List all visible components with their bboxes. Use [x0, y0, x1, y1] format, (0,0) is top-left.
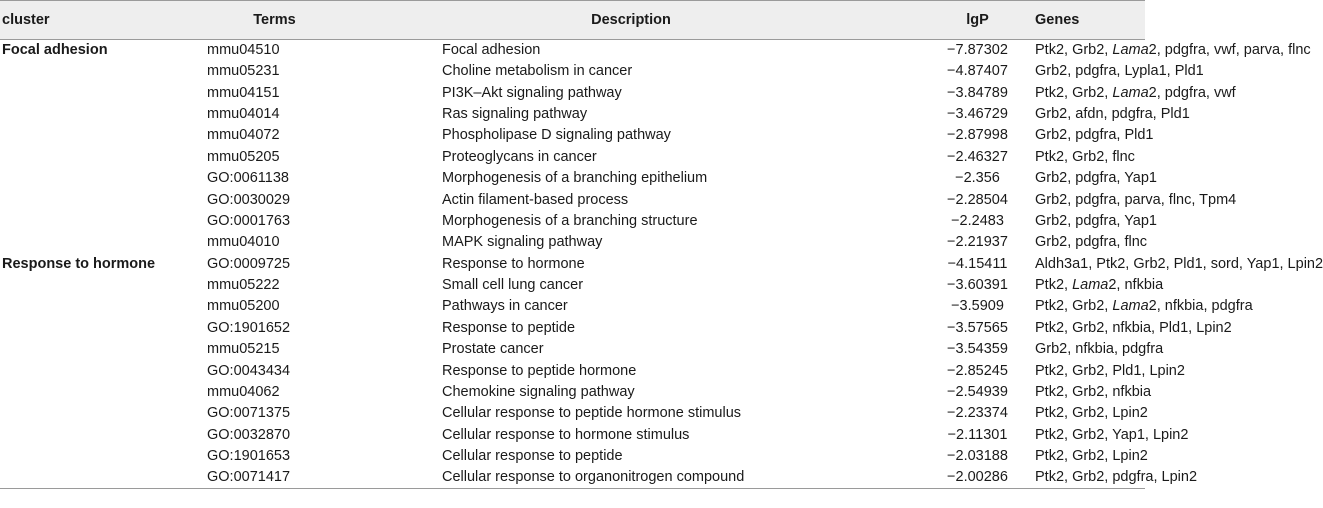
cluster-cell: Response to hormone	[2, 255, 156, 272]
gene-segment: Ptk2, Grb2, pdgfra, Lpin2	[1035, 469, 1198, 486]
gene-segment: Ptk2, Grb2,	[1035, 298, 1113, 315]
gene-italic-segment: Lama	[1112, 42, 1149, 58]
table-row	[0, 360, 1145, 381]
gene-segment: Grb2, afdn, pdgfra, Pld1	[1035, 105, 1190, 122]
lgp-cell: −2.00286	[920, 467, 1035, 489]
gene-segment: Grb2, pdgfra, Pld1	[1035, 127, 1154, 144]
term-cell: GO:0001763	[207, 212, 291, 229]
gene-segment: Ptk2, Grb2, Lpin2	[1035, 448, 1148, 465]
genes-cell	[1035, 168, 1157, 189]
term-cell: mmu04072	[207, 127, 280, 144]
genes-cell	[1035, 40, 1311, 62]
cluster-cell	[0, 318, 207, 339]
lgp-cell: −2.54939	[947, 384, 1008, 401]
cluster-cell	[0, 360, 207, 381]
term-cell: mmu05200	[207, 298, 280, 315]
table-row	[0, 275, 1145, 296]
cluster-cell	[0, 189, 207, 210]
genes-cell	[1035, 467, 1198, 489]
gene-segment: Aldh3a1, Ptk2, Grb2, Pld1, sord, Yap1, Lpin2	[1035, 255, 1323, 272]
table-row	[0, 125, 1145, 146]
header-terms: Terms	[207, 1, 442, 40]
header-lgp: lgP	[920, 1, 1035, 40]
gene-segment: Ptk2, Grb2, nfkbia, Pld1, Lpin2	[1035, 319, 1232, 336]
table-row	[0, 254, 1145, 275]
lgp-cell: −2.21937	[947, 234, 1008, 251]
table-row	[0, 318, 1145, 339]
gene-segment: Grb2, nfkbia, pdgfra	[1035, 341, 1164, 358]
lgp-cell: −2.87998	[947, 127, 1008, 144]
genes-cell	[1035, 339, 1164, 360]
cluster-cell	[0, 211, 207, 232]
cluster-cell	[0, 168, 207, 189]
gene-segment: Ptk2, Grb2, nfkbia	[1035, 384, 1152, 401]
description-cell: Choline metabolism in cancer	[442, 63, 633, 80]
lgp-cell: −3.5909	[951, 298, 1004, 315]
header-genes: Genes	[1035, 1, 1145, 40]
lgp-cell: −7.87302	[947, 42, 1008, 58]
header-cluster: cluster	[0, 1, 207, 40]
lgp-cell: −2.356	[955, 170, 1000, 187]
lgp-cell: −3.84789	[947, 84, 1008, 101]
lgp-cell: −2.2483	[951, 212, 1004, 229]
table-row	[0, 82, 1145, 103]
table-body	[0, 40, 1323, 489]
table-row	[0, 296, 1145, 317]
term-cell: mmu05231	[207, 63, 280, 80]
description-cell: Cellular response to organonitrogen compound	[442, 467, 920, 489]
description-cell: Prostate cancer	[442, 341, 544, 358]
term-cell: GO:0009725	[207, 255, 291, 272]
genes-cell	[1035, 360, 1185, 381]
term-cell: GO:0043434	[207, 362, 291, 379]
description-cell: Response to hormone	[442, 255, 585, 272]
table-row	[0, 339, 1145, 360]
description-cell: Cellular response to hormone stimulus	[442, 426, 690, 443]
genes-cell	[1035, 125, 1154, 146]
description-cell: Proteoglycans in cancer	[442, 148, 597, 165]
description-cell: Response to peptide hormone	[442, 362, 637, 379]
gene-segment: Ptk2,	[1035, 277, 1073, 294]
lgp-cell: −3.54359	[947, 341, 1008, 358]
description-cell: Cellular response to peptide hormone stimulus	[442, 405, 742, 422]
term-cell: mmu04014	[207, 105, 280, 122]
table-row	[0, 425, 1145, 446]
lgp-cell: −4.87407	[947, 63, 1008, 80]
term-cell: mmu04062	[207, 384, 280, 401]
description-cell: Actin filament-based process	[442, 191, 629, 208]
genes-cell	[1035, 189, 1237, 210]
table-row	[0, 104, 1145, 125]
term-cell: GO:0061138	[207, 170, 289, 187]
lgp-cell: −2.23374	[947, 405, 1008, 422]
description-cell: Morphogenesis of a branching epithelium	[442, 170, 708, 187]
table-row	[0, 147, 1145, 168]
cluster-cell	[0, 425, 207, 446]
term-cell: mmu05215	[207, 341, 280, 358]
cluster-cell	[0, 82, 207, 103]
cluster-cell	[0, 467, 207, 489]
description-cell: Cellular response to peptide	[442, 448, 623, 465]
description-cell: Chemokine signaling pathway	[442, 384, 635, 401]
cluster-cell	[0, 403, 207, 424]
table-row	[0, 40, 1145, 62]
gene-segment: Grb2, pdgfra, flnc	[1035, 234, 1148, 251]
cluster-cell	[0, 61, 207, 82]
gene-italic-segment: Lama	[1112, 298, 1149, 315]
genes-cell	[1035, 403, 1148, 424]
genes-cell	[1035, 232, 1148, 253]
lgp-cell: −2.46327	[947, 148, 1008, 165]
cluster-cell	[0, 446, 207, 467]
gene-segment: Ptk2, Grb2, Yap1, Lpin2	[1035, 426, 1189, 443]
gene-segment: 2, nfkbia, pdgfra	[1148, 298, 1253, 315]
lgp-cell: −3.46729	[947, 105, 1008, 122]
description-cell: Ras signaling pathway	[442, 105, 588, 122]
gene-segment: 2, pdgfra, vwf, parva, flnc	[1148, 42, 1311, 58]
cluster-cell	[0, 232, 207, 253]
term-cell: mmu04510	[207, 42, 280, 58]
description-cell: MAPK signaling pathway	[442, 234, 603, 251]
gene-segment: 2, pdgfra, vwf	[1148, 84, 1236, 101]
lgp-cell: −2.28504	[947, 191, 1008, 208]
cluster-cell	[0, 147, 207, 168]
term-cell: GO:0032870	[207, 426, 291, 443]
description-cell: Response to peptide	[442, 319, 576, 336]
gene-segment: Ptk2, Grb2, flnc	[1035, 148, 1135, 165]
description-cell: Phospholipase D signaling pathway	[442, 127, 671, 144]
genes-cell	[1035, 147, 1145, 168]
genes-cell	[1035, 104, 1190, 125]
table-row	[0, 61, 1145, 82]
lgp-cell: −4.15411	[947, 255, 1008, 272]
header-row	[0, 1, 1145, 40]
gene-segment: Ptk2, Grb2,	[1035, 42, 1113, 58]
table-row	[0, 403, 1145, 424]
cluster-cell	[0, 275, 207, 296]
genes-cell	[1035, 275, 1164, 296]
table-row	[0, 189, 1145, 210]
lgp-cell: −2.03188	[947, 448, 1008, 465]
description-cell: Morphogenesis of a branching structure	[442, 212, 698, 229]
genes-cell	[1035, 254, 1323, 275]
lgp-cell: −2.85245	[947, 362, 1008, 379]
header-description: Description	[442, 1, 920, 40]
term-cell: GO:0071417	[207, 467, 442, 489]
cluster-cell	[0, 382, 207, 403]
genes-cell	[1035, 318, 1232, 339]
table-row	[0, 211, 1145, 232]
description-cell: Small cell lung cancer	[442, 277, 584, 294]
gene-segment: Grb2, pdgfra, Lypla1, Pld1	[1035, 63, 1204, 80]
cluster-cell	[0, 104, 207, 125]
term-cell: GO:0030029	[207, 191, 291, 208]
lgp-cell: −3.57565	[947, 319, 1008, 336]
table-row	[0, 446, 1145, 467]
gene-segment: Ptk2, Grb2,	[1035, 84, 1113, 101]
term-cell: GO:0071375	[207, 405, 291, 422]
gene-segment: Grb2, pdgfra, parva, flnc, Tpm4	[1035, 191, 1237, 208]
table-row	[0, 168, 1145, 189]
cluster-cell	[0, 339, 207, 360]
genes-cell	[1035, 296, 1253, 317]
cluster-cell: Focal adhesion	[2, 42, 108, 58]
term-cell: mmu05205	[207, 148, 280, 165]
table-row	[0, 382, 1145, 403]
genes-cell	[1035, 382, 1152, 403]
term-cell: mmu05222	[207, 277, 280, 294]
table-row	[0, 232, 1145, 253]
genes-cell	[1035, 446, 1148, 467]
genes-cell	[1035, 425, 1189, 446]
term-cell: GO:1901652	[207, 319, 291, 336]
lgp-cell: −3.60391	[947, 277, 1008, 294]
term-cell: GO:1901653	[207, 448, 291, 465]
table-row	[0, 467, 1145, 489]
lgp-cell: −2.11301	[947, 426, 1008, 443]
cluster-cell	[0, 296, 207, 317]
gene-segment: 2, nfkbia	[1108, 277, 1164, 294]
gene-segment: Grb2, pdgfra, Yap1	[1035, 212, 1157, 229]
gene-segment: Grb2, pdgfra, Yap1	[1035, 170, 1157, 187]
description-cell: Focal adhesion	[442, 42, 541, 58]
gene-segment: Ptk2, Grb2, Lpin2	[1035, 405, 1148, 422]
description-cell: Pathways in cancer	[442, 298, 568, 315]
gene-italic-segment: Lama	[1072, 277, 1109, 294]
term-cell: mmu04151	[207, 84, 280, 101]
genes-cell	[1035, 61, 1204, 82]
cluster-cell	[0, 125, 207, 146]
genes-cell	[1035, 211, 1157, 232]
term-cell: mmu04010	[207, 234, 280, 251]
description-cell: PI3K–Akt signaling pathway	[442, 84, 622, 101]
gene-segment: Ptk2, Grb2, Pld1, Lpin2	[1035, 362, 1185, 379]
gene-italic-segment: Lama	[1112, 84, 1149, 101]
genes-cell	[1035, 82, 1236, 103]
